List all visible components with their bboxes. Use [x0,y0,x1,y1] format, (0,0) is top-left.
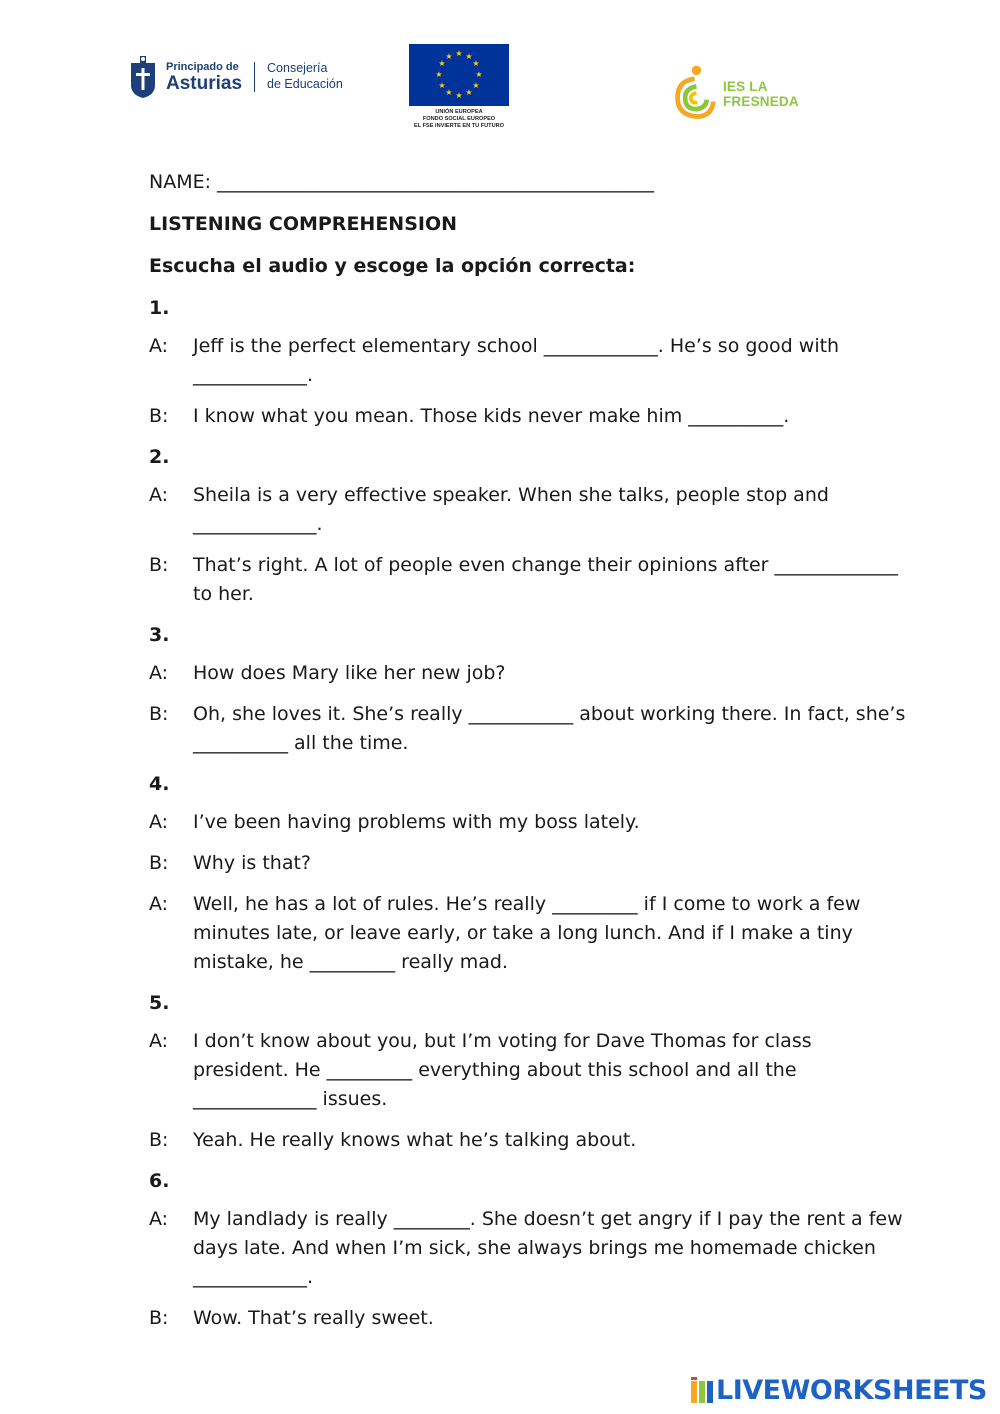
ies-swirl-icon [670,62,721,126]
speaker-label: B: [149,1129,169,1151]
speaker-label: A: [149,484,169,506]
svg-text:★: ★ [455,91,463,100]
speaker-label: A: [149,662,169,684]
question-list [149,294,909,1333]
logo-separator [254,62,255,92]
liveworksheets-logo-icon [690,1375,714,1405]
speaker-label: A: [149,893,169,915]
eu-caption-1: UNIÓN EUROPEA [435,109,483,115]
ies-logo [670,62,840,126]
worksheet-body [149,168,909,1345]
dialogue-turn [149,1126,909,1155]
svg-text:★: ★ [435,70,443,79]
question-number: 2. [149,446,170,468]
question-number: 1. [149,297,170,319]
dialogue-text[interactable]: Why is that? [193,852,311,874]
asturias-logo [128,54,358,100]
speaker-label: A: [149,1030,169,1052]
dialogue-text[interactable]: How does Mary like her new job? [193,662,506,684]
speaker-label: B: [149,852,169,874]
dialogue-turn [149,1205,909,1292]
page-title: LISTENING COMPREHENSION [149,213,458,235]
svg-text:★: ★ [445,52,453,61]
dialogue-text[interactable]: Well, he has a lot of rules. He’s really _________ if I come to work a few minutes late, or leave early, or take a long lunch. And if I make a tiny mistake, he _________ really mad. [193,893,861,973]
svg-text:★: ★ [475,70,483,79]
svg-text:★: ★ [445,88,453,97]
eu-flag-icon [409,44,509,106]
dialogue-text[interactable]: I know what you mean. Those kids never make him __________. [193,405,790,427]
dialogue-text[interactable]: Jeff is the perfect elementary school ____________. He’s so good with ____________. [193,335,840,386]
dialogue-turn [149,700,909,758]
svg-text:★: ★ [438,81,446,90]
name-field[interactable]: NAME: ______________________________________________ [149,171,655,193]
asturias-crest-icon [128,55,158,99]
speaker-label: A: [149,811,169,833]
dialogue-text[interactable]: Sheila is a very effective speaker. When she talks, people stop and _____________. [193,484,829,535]
svg-text:★: ★ [465,88,473,97]
speaker-label: B: [149,405,169,427]
dialogue-text[interactable]: Wow. That’s really sweet. [193,1307,434,1329]
ies-name: IES LA FRESNEDA [722,79,799,109]
dialogue-turn [149,1027,909,1114]
liveworksheets-brand: LIVEWORKSHEETS [716,1374,987,1406]
asturias-line2: Asturias [166,72,243,94]
dialogue-text[interactable]: Oh, she loves it. She’s really ___________ about working there. In fact, she’s __________ all the time. [193,703,906,754]
svg-text:★: ★ [455,49,463,58]
eu-caption-2: FONDO SOCIAL EUROPEO [422,115,496,122]
asturias-line1: Principado de [166,60,239,73]
svg-text:★: ★ [438,59,446,68]
speaker-label: A: [149,1208,169,1230]
dialogue-turn [149,659,909,688]
dialogue-turn [149,551,909,609]
speaker-label: B: [149,554,169,576]
liveworksheets-watermark [690,1374,987,1406]
consejeria-line1: Consejería [267,61,328,76]
page-header [0,0,1000,150]
dialogue-text[interactable]: I’ve been having problems with my boss lately. [193,811,640,833]
question-number: 6. [149,1170,170,1192]
dialogue-turn [149,332,909,390]
dialogue-turn [149,890,909,977]
speaker-label: B: [149,703,169,725]
question-number: 5. [149,992,170,1014]
dialogue-text[interactable]: Yeah. He really knows what he’s talking about. [193,1129,637,1151]
dialogue-turn [149,481,909,539]
dialogue-turn [149,808,909,837]
dialogue-turn [149,849,909,878]
speaker-label: B: [149,1307,169,1329]
dialogue-turn [149,402,909,431]
dialogue-text[interactable]: My landlady is really ________. She doesn’t get angry if I pay the rent a few days late. And when I’m sick, she always brings me homemade chicken ____________. [193,1208,903,1288]
instruction: Escucha el audio y escoge la opción correcta: [149,255,636,277]
consejeria-line2: de Educación [267,77,343,91]
svg-text:★: ★ [472,81,480,90]
dialogue-text[interactable]: I don’t know about you, but I’m voting for Dave Thomas for class president. He _________ everything about this school and all the _____________ issues. [193,1030,812,1110]
question-number: 3. [149,624,170,646]
svg-text:★: ★ [472,59,480,68]
dialogue-text[interactable]: That’s right. A lot of people even change their opinions after _____________ to her. [193,554,899,605]
eu-caption-3: EL FSE INVIERTE EN TU FUTURO [413,122,505,129]
speaker-label: A: [149,335,169,357]
question-number: 4. [149,773,170,795]
svg-text:★: ★ [465,52,473,61]
dialogue-turn [149,1304,909,1333]
eu-logo [408,44,510,134]
